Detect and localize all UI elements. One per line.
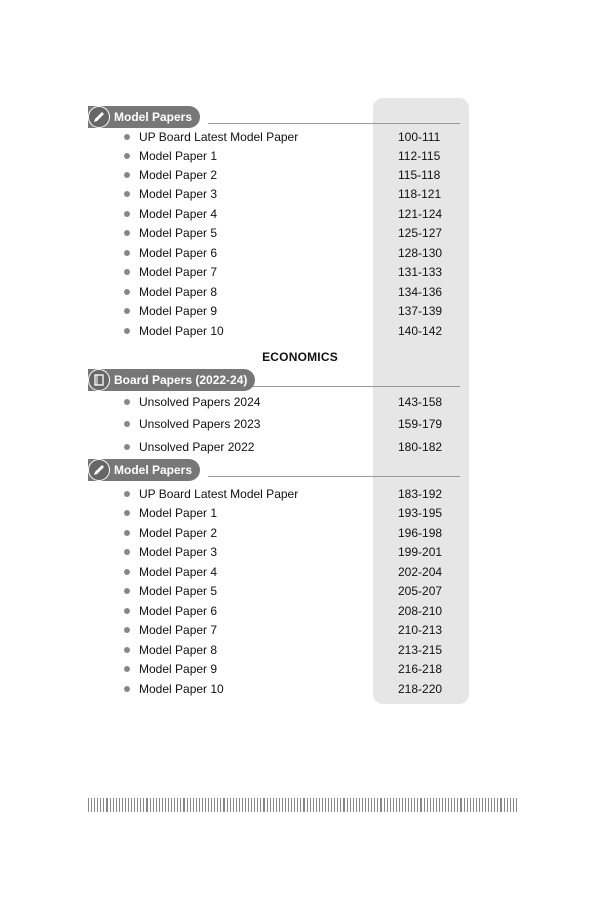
list-item bbox=[124, 543, 444, 561]
item-pages: 216-218 bbox=[398, 662, 443, 676]
item-pages: 210-213 bbox=[398, 623, 443, 637]
item-pages: 115-118 bbox=[398, 168, 441, 182]
item-pages: 143-158 bbox=[398, 395, 443, 409]
subject-heading: ECONOMICS bbox=[262, 350, 338, 364]
item-title: Model Paper 6 bbox=[139, 604, 218, 618]
item-pages: 100-111 bbox=[398, 130, 441, 144]
header-rule bbox=[208, 476, 460, 477]
item-title: Model Paper 9 bbox=[139, 662, 218, 676]
item-title: Model Paper 6 bbox=[139, 246, 218, 260]
item-pages: 140-142 bbox=[398, 324, 443, 338]
item-title: Model Paper 5 bbox=[139, 226, 218, 240]
list-item bbox=[124, 504, 444, 522]
list-item bbox=[124, 302, 444, 320]
list-item bbox=[124, 263, 444, 281]
item-pages: 208-210 bbox=[398, 604, 443, 618]
section-header-label: Board Papers (2022-24) bbox=[88, 369, 255, 391]
item-title: UP Board Latest Model Paper bbox=[139, 487, 299, 501]
item-title: Model Paper 9 bbox=[139, 304, 218, 318]
item-pages: 205-207 bbox=[398, 584, 443, 598]
item-title: Model Paper 2 bbox=[139, 526, 218, 540]
section-header-label: Model Papers bbox=[88, 106, 200, 128]
item-pages: 137-139 bbox=[398, 304, 443, 318]
pencil-icon bbox=[88, 459, 110, 481]
item-pages: 202-204 bbox=[398, 565, 443, 579]
item-pages: 112-115 bbox=[398, 149, 441, 163]
list-item bbox=[124, 205, 444, 223]
item-title: Unsolved Papers 2023 bbox=[139, 417, 261, 431]
list-item bbox=[124, 524, 444, 542]
item-pages: 128-130 bbox=[398, 246, 443, 260]
item-pages: 134-136 bbox=[398, 285, 443, 299]
list-item bbox=[124, 621, 444, 639]
list-item bbox=[124, 563, 444, 581]
item-title: Model Paper 3 bbox=[139, 545, 218, 559]
header-rule bbox=[248, 386, 460, 387]
item-pages: 196-198 bbox=[398, 526, 443, 540]
item-pages: 213-215 bbox=[398, 643, 443, 657]
list-item bbox=[124, 283, 444, 301]
item-title: Unsolved Papers 2024 bbox=[139, 395, 261, 409]
item-title: Model Paper 10 bbox=[139, 682, 224, 696]
list-item bbox=[124, 224, 444, 242]
item-title: Model Paper 5 bbox=[139, 584, 218, 598]
item-pages: 159-179 bbox=[398, 417, 443, 431]
item-title: Model Paper 1 bbox=[139, 506, 218, 520]
list-item bbox=[124, 660, 444, 678]
list-item bbox=[124, 582, 444, 600]
list-item bbox=[124, 485, 444, 503]
item-title: Model Paper 8 bbox=[139, 285, 218, 299]
item-title: Model Paper 10 bbox=[139, 324, 224, 338]
list-item bbox=[124, 641, 444, 659]
section-header-label: Model Papers bbox=[88, 459, 200, 481]
list-item bbox=[124, 415, 444, 433]
list-item bbox=[124, 166, 444, 184]
item-pages: 183-192 bbox=[398, 487, 443, 501]
list-item bbox=[124, 244, 444, 262]
item-title: Model Paper 4 bbox=[139, 565, 218, 579]
list-item bbox=[124, 602, 444, 620]
item-title: UP Board Latest Model Paper bbox=[139, 130, 299, 144]
item-pages: 118-121 bbox=[398, 187, 442, 201]
item-pages: 199-201 bbox=[398, 545, 443, 559]
list-item bbox=[124, 185, 444, 203]
list-item bbox=[124, 322, 444, 340]
item-pages: 125-127 bbox=[398, 226, 443, 240]
footer-stripe-decoration bbox=[88, 798, 516, 812]
item-pages: 180-182 bbox=[398, 440, 443, 454]
list-item bbox=[124, 128, 444, 146]
list-item bbox=[124, 393, 444, 411]
list-item bbox=[124, 147, 444, 165]
item-title: Model Paper 3 bbox=[139, 187, 218, 201]
item-title: Model Paper 8 bbox=[139, 643, 218, 657]
list-item bbox=[124, 438, 444, 456]
item-pages: 121-124 bbox=[398, 207, 443, 221]
item-title: Model Paper 4 bbox=[139, 207, 218, 221]
item-title: Unsolved Paper 2022 bbox=[139, 440, 255, 454]
header-rule bbox=[208, 123, 460, 124]
item-title: Model Paper 2 bbox=[139, 168, 218, 182]
pencil-icon bbox=[88, 106, 110, 128]
book-icon bbox=[88, 369, 110, 391]
list-item bbox=[124, 680, 444, 698]
item-title: Model Paper 1 bbox=[139, 149, 218, 163]
item-title: Model Paper 7 bbox=[139, 623, 218, 637]
item-pages: 193-195 bbox=[398, 506, 443, 520]
item-pages: 131-133 bbox=[398, 265, 443, 279]
item-title: Model Paper 7 bbox=[139, 265, 218, 279]
item-pages: 218-220 bbox=[398, 682, 443, 696]
